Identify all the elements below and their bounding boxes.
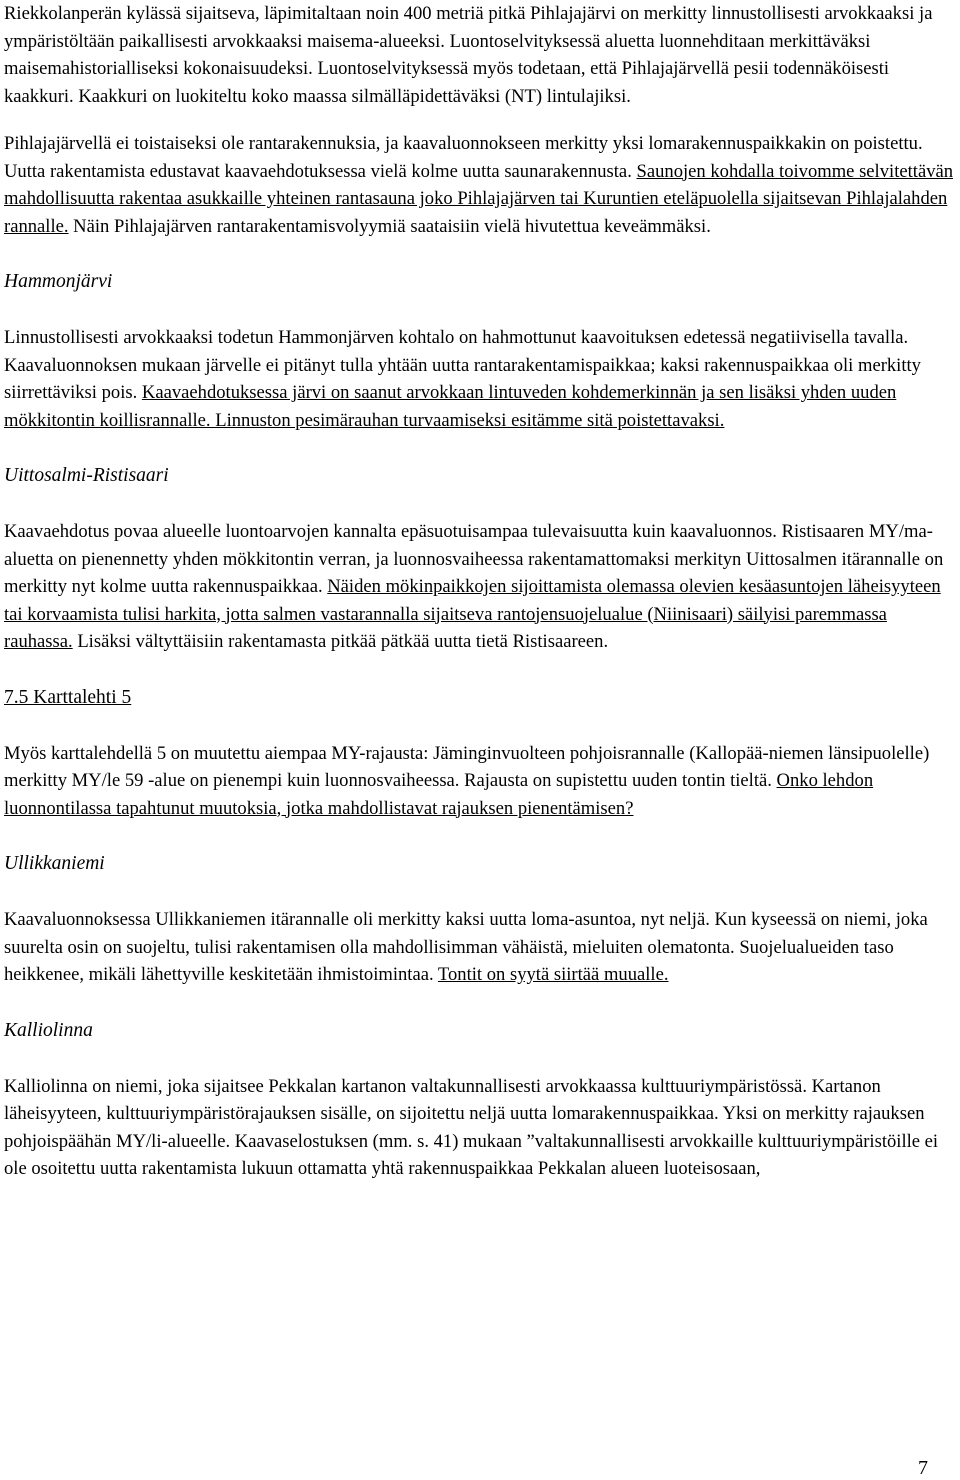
paragraph-pihlajajarvi-intro xyxy=(4,0,958,110)
paragraph-text: Kalliolinna on niemi, joka sijaitsee Pekkalan kartanon valtakunnallisesti arvokkaassa kulttuuriympäristössä. Kartanon läheisyyteen, kulttuuriympäristörajauksen sisälle, on sijoitettu neljä uutta lomarakennuspaikkaa. Yksi on merkitty rajauksen pohjoispäähän MY/li-alueelle. Kaavaselostuksen (mm. s. 41) mukaan ”valtakunnallisesti arvokkaille kulttuuriympäristöille ei ole osoitettu uutta rakentamista lukuun ottamatta yhtä rakennuspaikkaa Pekkalan alueen luoteisosaan, xyxy=(4,1075,939,1179)
paragraph-uittosalmi-ristisaari xyxy=(4,518,958,656)
document-page xyxy=(4,0,958,1183)
paragraph-text: Riekkolanperän kylässä sijaitseva, läpimitaltaan noin 400 metriä pitkä Pihlajajärvi on merkitty linnustollisesti arvokkaaksi ja ympäristöltään paikallisesti arvokkaaksi maisema-alueeksi. Luontoselvityksessä aluetta luonnehditaan merkittäväksi maisemahistorialliseksi kokonaisuudeksi. Luontoselvityksessä myös todetaan, että Pihlajajärvellä pesii todennäköisesti kaakkuri. Kaakkuri on luokiteltu koko maassa silmälläpidettäväksi (NT) lintulajiksi. xyxy=(4,3,933,107)
paragraph-text: Myös karttalehdellä 5 on muutettu aiempaa MY-rajausta: Jäminginvuolteen pohjoisrannalle (Kallopää-niemen länsipuolelle) merkitty MY/le 59 -alue on pienempi kuin luonnosvaiheessa. Rajausta on supistettu uuden tontin tieltä. xyxy=(4,742,930,791)
underlined-proposal: Näiden mökinpaikkojen sijoittamista olemassa olevien kesäasuntojen läheisyyteen tai korvaamista tulisi harkita, jotta salmen vastarannalla sijaitseva rantojensuojelualue (Niinisaari) säilyisi paremmassa rauhassa. xyxy=(4,576,941,652)
underlined-proposal: Kaavaehdotuksessa järvi on saanut arvokkaan lintuveden kohdemerkinnän ja sen lisäksi yhden uuden mökkitontin koillisrannalle. Linnuston pesimärauhan turvaamiseksi esitämme sitä poistettavaksi. xyxy=(4,382,897,431)
underlined-proposal: Saunojen kohdalla toivomme selvitettävän mahdollisuutta rakentaa asukkaille yhteinen rantasauna joko Pihlajajärven tai Kuruntien eteläpuolella sijaitsevan Pihlajalahden rannalle. xyxy=(4,160,954,237)
paragraph-kalliolinna xyxy=(4,1073,958,1183)
section-heading-uittosalmi-ristisaari: Uittosalmi-Ristisaari xyxy=(4,465,169,486)
underlined-proposal: Tontit on syytä siirtää muualle. xyxy=(437,964,669,985)
section-heading-ullikkaniemi: Ullikkaniemi xyxy=(4,853,105,874)
section-heading-kalliolinna: Kalliolinna xyxy=(4,1019,93,1041)
page-number: 7 xyxy=(918,1457,928,1479)
section-heading-karttalehti-5: 7.5 Karttalehti 5 xyxy=(4,686,132,708)
paragraph-text: Kaavaehdotus povaa alueelle luontoarvojen kannalta epäsuotuisampaa tulevaisuutta kuin kaavaluonnos. Ristisaaren MY/ma-aluetta on pienennetty yhden mökkitontin verran, ja luonnosvaiheessa rakentamattomaksi merkityn Uittosalmen itärannalle on merkitty nyt kolme uutta rakennuspaikkaa. xyxy=(4,521,944,597)
paragraph-text: Näin Pihlajajärven rantarakentamisvolyymiä saataisiin vielä hivutettua keveämmäksi. xyxy=(68,215,711,237)
paragraph-text: Pihlajajärvellä ei toistaiseksi ole rantarakennuksia, ja kaavaluonnokseen merkitty yksi lomarakennuspaikkakin on poistettu. Uutta rakentamista edustavat kaavaehdotuksessa vielä kolme uutta saunarakennusta. xyxy=(4,133,923,182)
paragraph-hammonjarvi xyxy=(4,324,958,434)
paragraph-text: Linnustollisesti arvokkaaksi todetun Hammonjärven kohtalo on hahmottunut kaavoituksen edetessä negatiivisella tavalla. Kaavaluonnoksen mukaan järvelle ei pitänyt tulla yhtään uutta rantarakentamispaikkaa; kaksi rakennuspaikkaa oli merkitty siirrettäviksi pois. xyxy=(4,327,921,403)
section-heading-hammonjarvi: Hammonjärvi xyxy=(4,271,113,292)
underlined-question: Onko lehdon luonnontilassa tapahtunut muutoksia, jotka mahdollistavat rajauksen pienentämisen? xyxy=(4,770,874,819)
paragraph-ullikkaniemi xyxy=(4,906,958,989)
paragraph-karttalehti-5 xyxy=(4,740,958,823)
paragraph-text: Lisäksi vältyttäisiin rakentamasta pitkää pätkää uutta tietä Ristisaareen. xyxy=(72,631,609,652)
paragraph-text: Kaavaluonnoksessa Ullikkaniemen itärannalle oli merkitty kaksi uutta loma-asuntoa, nyt neljä. Kun kyseessä on niemi, joka suurelta osin on suojeltu, tulisi rakentamisen olla mahdollisimman vähäistä, mieluiten olematonta. Suojelualueiden taso heikkenee, mikäli lähettyville keskitetään ihmistoimintaa. xyxy=(4,909,928,985)
paragraph-pihlajajarvi-saunas xyxy=(4,130,958,240)
